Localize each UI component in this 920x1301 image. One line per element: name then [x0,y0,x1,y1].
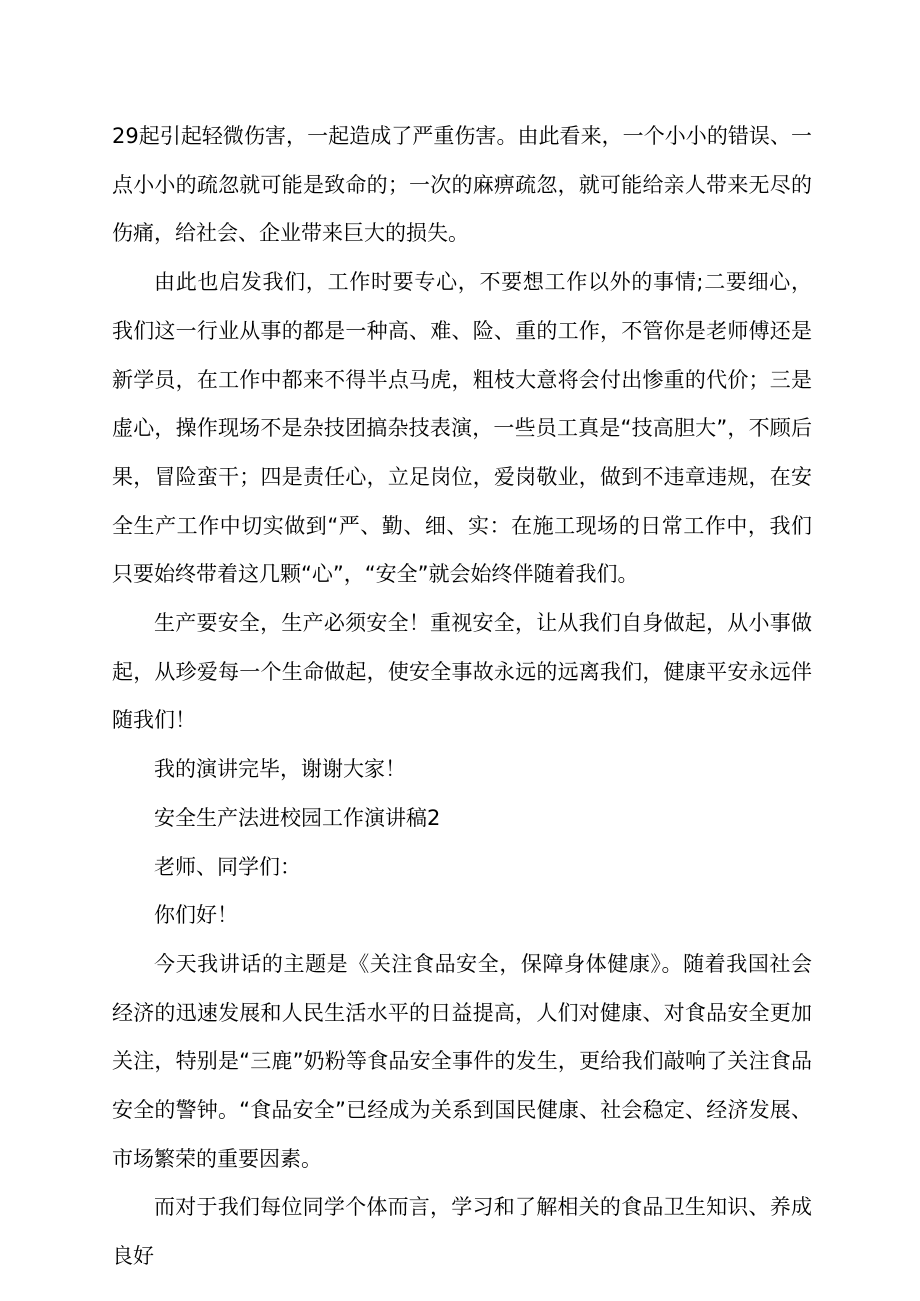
paragraph-lessons: 由此也启发我们，工作时要专心，不要想工作以外的事情;二要细心，我们这一行业从事的都是一种高、难、险、重的工作，不管你是老师傅还是新学员，在工作中都来不得半点马虎，粗枝大意将会付出惨重的代价；三是虚心，操作现场不是杂技团搞杂技表演，一些员工真是“技高胆大”，不顾后果，冒险蛮干；四是责任心，立足岗位，爱岗敬业，做到不违章违规，在安全生产工作中切实做到“严、勤、细、实：在施工现场的日常工作中，我们只要始终带着这几颗“心”，“安全”就会始终伴随着我们。 [112,270,812,587]
paragraph-closing: 我的演讲完毕，谢谢大家！ [154,757,406,782]
section-title: 安全生产法进校园工作演讲稿2 [154,805,441,830]
document-body [112,112,812,1281]
paragraph-topic: 今天我讲话的主题是《关注食品安全，保障身体健康》。随着我国社会经济的迅速发展和人民生活水平的日益提高，人们对健康、对食品安全更加关注，特别是“三鹿”奶粉等食品安全事件的发生，更给我们敲响了关注食品安全的警钟。“食品安全”已经成为关系到国民健康、社会稳定、经济发展、市场繁荣的重要因素。 [112,951,812,1171]
paragraph-call-to-safety: 生产要安全，生产必须安全！重视安全，让从我们自身做起，从小事做起，从珍爱每一个生命做起，使安全事故永远的远离我们，健康平安永远伴随我们！ [112,611,812,733]
paragraph-students: 而对于我们每位同学个体而言，学习和了解相关的食品卫生知识、养成良好 [112,1195,812,1269]
greeting: 你们好！ [154,903,238,928]
salutation: 老师、同学们： [154,854,301,879]
paragraph-continuation: 29起引起轻微伤害，一起造成了严重伤害。由此看来，一个小小的错误、一点小小的疏忽就可能是致命的；一次的麻痹疏忽，就可能给亲人带来无尽的伤痛，给社会、企业带来巨大的损失。 [112,124,812,246]
